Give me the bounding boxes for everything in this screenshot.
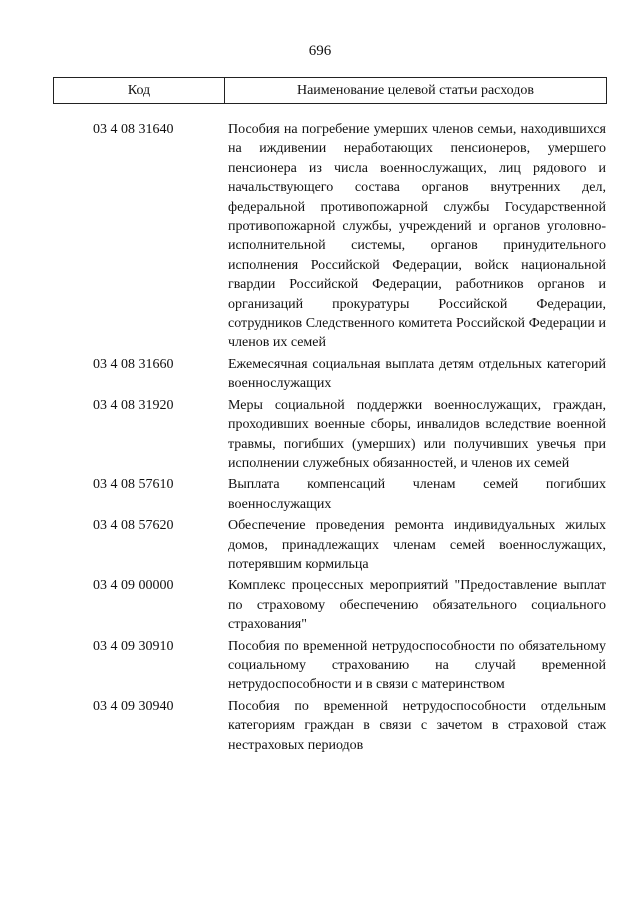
row-description: Комплекс процессных мероприятий "Предоставление выплат по страховому обеспечению обязательного социального страхования" — [228, 578, 606, 633]
row-code: 03 4 09 30910 — [93, 638, 174, 654]
row-description: Пособия по временной нетрудоспособности отдельным категориям граждан в связи с зачетом в страховой стаж нестраховых периодов — [228, 698, 606, 753]
table-row — [53, 475, 607, 514]
row-code: 03 4 08 31640 — [93, 122, 174, 137]
table-row — [53, 576, 607, 634]
table-row — [53, 396, 607, 474]
table-row — [53, 637, 607, 695]
row-code: 03 4 08 31920 — [93, 397, 174, 413]
table-header — [53, 77, 607, 104]
table-row — [53, 355, 607, 394]
row-description: Пособия на погребение умерших членов семьи, находившихся на иждивении неработающих пенсионеров, умершего пенсионера из числа военнослужащих, лиц рядового и начальствующего состава органов внутренних дел, федеральной противопожарной службы Государственной противопожарной службы, учреждений и органов уголовно-исполнительной системы, органов принудительного исполнения Российской Федерации, войск национальной гвардии Российской Федерации, работников органов и организаций прокуратуры Российской Федерации, сотрудников Следственного комитета Российской Федерации и членов их семей — [228, 122, 606, 351]
row-code: 03 4 08 57620 — [93, 518, 174, 534]
table-row — [53, 697, 607, 755]
row-code: 03 4 09 30940 — [93, 698, 174, 714]
row-code: 03 4 08 31660 — [93, 356, 174, 372]
table-row — [53, 516, 607, 574]
table-row — [53, 120, 607, 353]
budget-table — [53, 77, 607, 757]
header-name: Наименование целевой статьи расходов — [296, 83, 535, 98]
page-number: 696 — [308, 43, 332, 59]
row-code: 03 4 08 57610 — [93, 477, 174, 493]
row-description: Выплата компенсаций членам семей погибших военнослужащих — [228, 477, 606, 512]
row-description: Ежемесячная социальная выплата детям отдельных категорий военнослужащих — [228, 356, 606, 392]
row-code: 03 4 09 00000 — [93, 578, 174, 594]
header-code: Код — [54, 78, 225, 103]
row-description: Пособия по временной нетрудоспособности по обязательному социальному страхованию на случай временной нетрудоспособности и в связи с материнством — [228, 638, 606, 693]
table-body — [53, 104, 607, 755]
row-description: Обеспечение проведения ремонта индивидуальных жилых домов, принадлежащих членам семей военнослужащих, потерявшим кормильца — [228, 518, 606, 572]
row-description: Меры социальной поддержки военнослужащих, граждан, проходивших военные сборы, инвалидов вследствие военной травмы, погибших (умерших) или получивших увечья при исполнении служебных обязанностей, и членов их семей — [228, 397, 606, 471]
